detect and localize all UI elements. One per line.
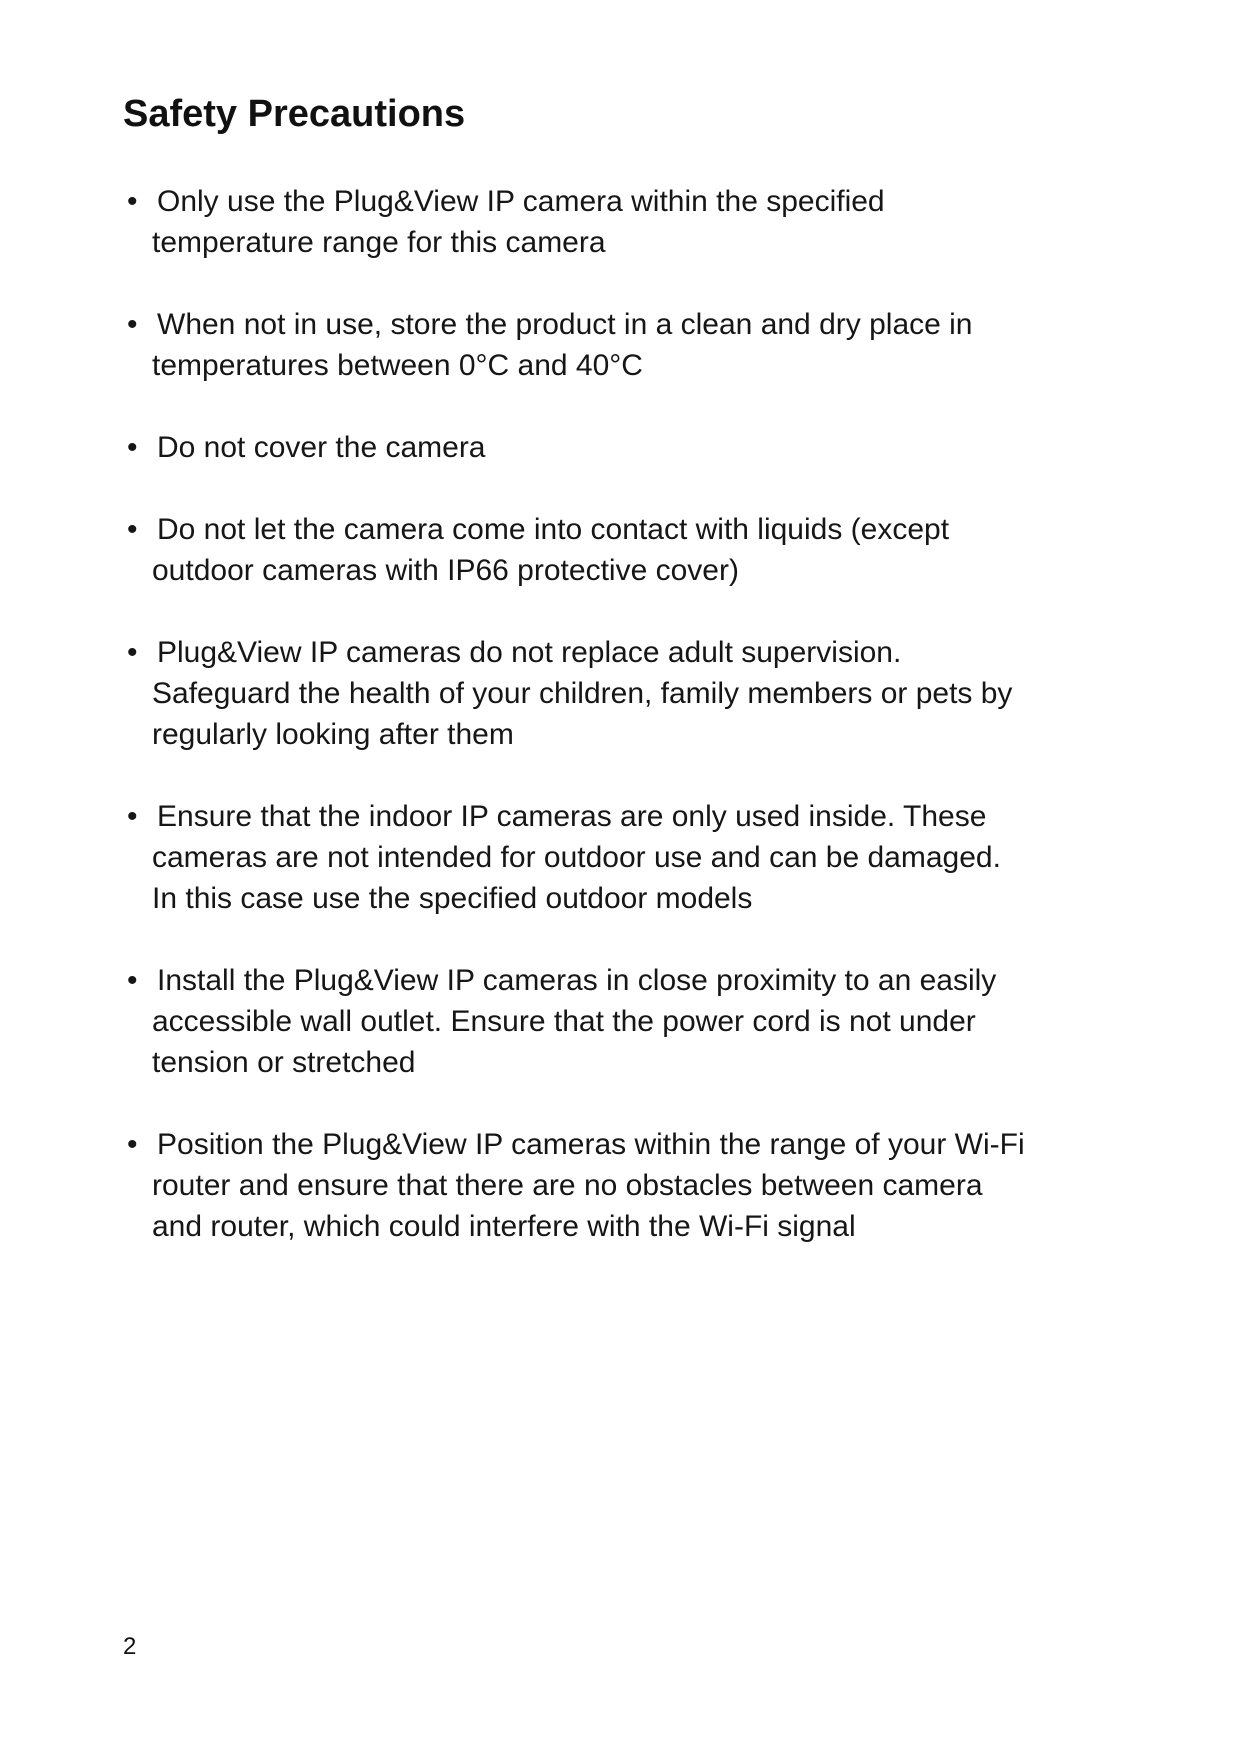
list-item-text: Do not cover the camera [157, 431, 486, 464]
bullet-icon: • [127, 513, 138, 546]
list-item-text: In this case use the specified outdoor models [152, 882, 753, 915]
list-item-text: and router, which could interfere with the Wi-Fi signal [152, 1210, 856, 1243]
list-item-text: Position the Plug&View IP cameras within the range of your Wi-Fi [157, 1128, 1025, 1161]
list-item [127, 1124, 1212, 1247]
safety-precautions-list [127, 181, 1212, 1288]
list-item-text: router and ensure that there are no obstacles between camera [152, 1169, 983, 1202]
list-item [127, 304, 1212, 386]
list-item [127, 509, 1212, 591]
bullet-icon: • [127, 1128, 138, 1161]
list-item-text: When not in use, store the product in a clean and dry place in [157, 308, 973, 341]
bullet-icon: • [127, 964, 138, 997]
list-item-text: cameras are not intended for outdoor use and can be damaged. [152, 841, 1001, 874]
list-item-text: tension or stretched [152, 1046, 416, 1079]
list-item-text: Install the Plug&View IP cameras in close proximity to an easily [157, 964, 997, 997]
list-item-text: Ensure that the indoor IP cameras are only used inside. These [157, 800, 987, 833]
list-item-text: accessible wall outlet. Ensure that the power cord is not under [152, 1005, 976, 1038]
bullet-icon: • [127, 308, 138, 341]
list-item [127, 960, 1212, 1083]
list-item-text: Do not let the camera come into contact with liquids (except [157, 513, 950, 546]
list-item [127, 796, 1212, 919]
list-item [127, 632, 1212, 755]
list-item-text: regularly looking after them [152, 718, 514, 751]
bullet-icon: • [127, 431, 138, 464]
list-item-text: Safeguard the health of your children, family members or pets by [152, 677, 1013, 710]
list-item-text: temperature range for this camera [152, 226, 606, 259]
list-item [127, 181, 1212, 263]
bullet-icon: • [127, 800, 138, 833]
list-item-text: Only use the Plug&View IP camera within the specified [157, 185, 885, 218]
list-item-text: outdoor cameras with IP66 protective cover) [152, 554, 739, 587]
bullet-icon: • [127, 185, 138, 218]
list-item [127, 427, 1212, 468]
list-item-text: temperatures between 0°C and 40°C [152, 349, 643, 382]
page-number: 2 [123, 1633, 137, 1660]
bullet-icon: • [127, 636, 138, 669]
list-item-text: Plug&View IP cameras do not replace adult supervision. [157, 636, 902, 669]
page-title: Safety Precautions [123, 93, 466, 135]
